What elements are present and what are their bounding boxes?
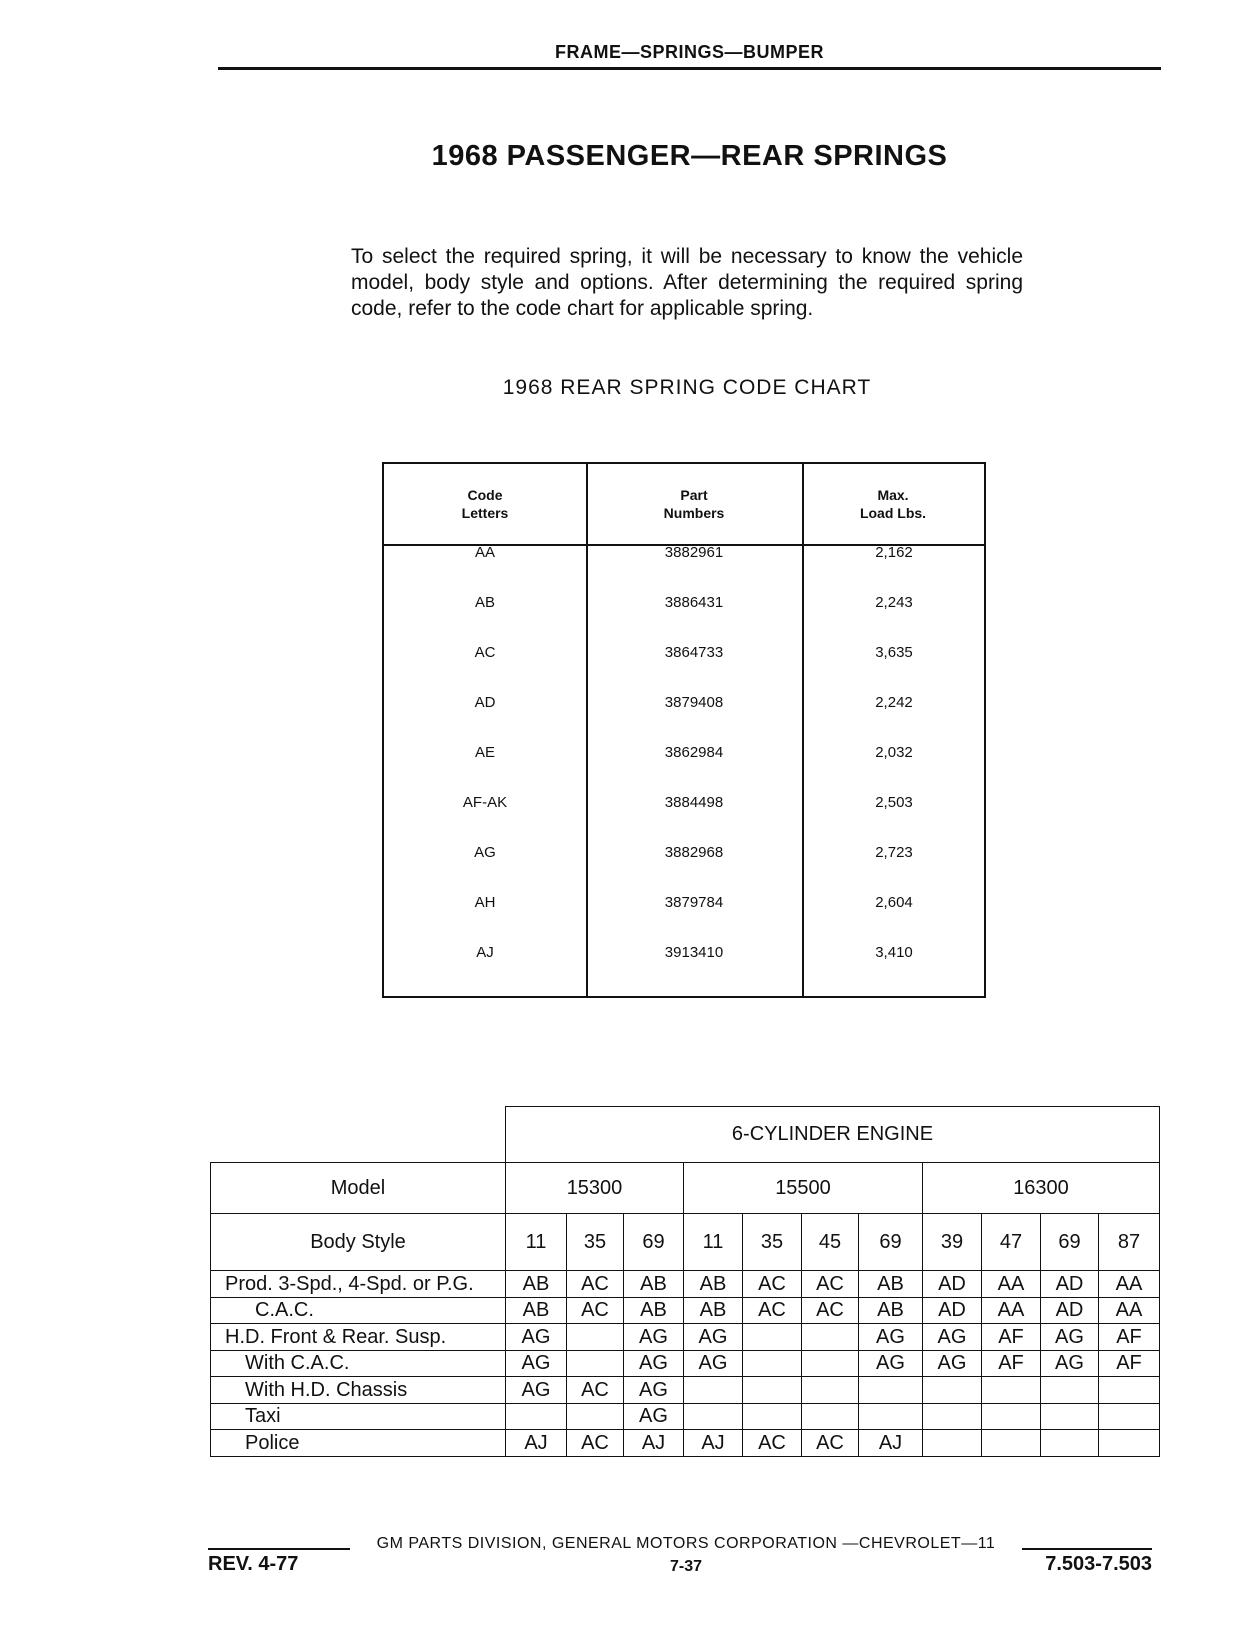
spring-code-cell xyxy=(684,1403,743,1430)
spring-code-cell: AB xyxy=(506,1297,567,1324)
spring-code-cell: AA xyxy=(1099,1271,1160,1298)
code-chart-code-cell: AH xyxy=(474,894,496,911)
code-chart-load-cell: 2,242 xyxy=(875,694,913,711)
spring-code-cell xyxy=(1099,1377,1160,1404)
spring-code-cell: AC xyxy=(567,1377,624,1404)
blank-corner xyxy=(211,1107,506,1163)
body-style-header: 69 xyxy=(859,1214,923,1271)
spring-code-cell xyxy=(567,1324,624,1351)
spring-code-cell: AC xyxy=(802,1271,859,1298)
spring-code-cell: AJ xyxy=(506,1430,567,1457)
spring-code-cell xyxy=(802,1350,859,1377)
table-row xyxy=(211,1430,1160,1457)
corporation-label: GM PARTS DIVISION, GENERAL MOTORS CORPORATION —CHEVROLET—11 xyxy=(376,1535,996,1552)
spring-code-cell: AG xyxy=(859,1324,923,1351)
code-chart-part-cell: 3886431 xyxy=(664,594,724,611)
spring-code-cell xyxy=(1099,1430,1160,1457)
option-label: Prod. 3-Spd., 4-Spd. or P.G. xyxy=(211,1271,506,1298)
code-chart-code-cell: AD xyxy=(474,694,496,711)
spring-code-cell xyxy=(859,1403,923,1430)
model-header-15300: 15300 xyxy=(506,1163,684,1214)
body-style-header: 39 xyxy=(923,1214,982,1271)
spring-code-cell: AF xyxy=(1099,1324,1160,1351)
option-label: Police xyxy=(211,1430,506,1457)
code-chart-part-cell: 3862984 xyxy=(664,744,724,761)
code-chart-load-cell: 2,032 xyxy=(875,744,913,761)
body-style-header: 35 xyxy=(743,1214,802,1271)
code-chart-code-cell: AB xyxy=(474,594,495,611)
table-row xyxy=(211,1324,1160,1351)
code-chart-part-cell: 3882968 xyxy=(664,844,724,861)
spring-code-cell: AG xyxy=(506,1324,567,1351)
option-label: Taxi xyxy=(211,1403,506,1430)
table-row xyxy=(211,1403,1160,1430)
code-chart-table xyxy=(382,462,986,998)
spring-code-cell: AA xyxy=(982,1271,1041,1298)
spring-code-cell xyxy=(802,1403,859,1430)
spring-code-cell: AG xyxy=(1041,1350,1099,1377)
revision-label: REV. 4-77 xyxy=(208,1553,299,1575)
spring-code-cell: AG xyxy=(624,1350,684,1377)
code-chart-load-cell: 2,723 xyxy=(875,844,913,861)
code-chart-code-cell: AF-AK xyxy=(462,794,508,811)
header-line: Part xyxy=(680,487,708,503)
intro-paragraph: To select the required spring, it will be necessary to know the vehicle model, body style and options. After determining the required spring code, refer to the code chart for applicable spring. xyxy=(351,245,1023,320)
spring-code-cell xyxy=(1041,1377,1099,1404)
code-chart-load-cell: 3,410 xyxy=(875,944,913,961)
code-chart-part-cell: 3884498 xyxy=(664,794,724,811)
code-chart-title: 1968 REAR SPRING CODE CHART xyxy=(502,376,872,399)
option-label: With C.A.C. xyxy=(211,1350,506,1377)
spring-code-cell: AB xyxy=(684,1297,743,1324)
spring-code-cell xyxy=(802,1377,859,1404)
model-label: Model xyxy=(211,1163,506,1214)
spring-code-cell: AG xyxy=(684,1324,743,1351)
table-row xyxy=(211,1271,1160,1298)
spring-code-cell xyxy=(923,1430,982,1457)
page-number: 7-37 xyxy=(669,1558,703,1575)
spring-code-cell xyxy=(859,1377,923,1404)
body-style-header: 35 xyxy=(567,1214,624,1271)
spring-code-cell: AG xyxy=(684,1350,743,1377)
spring-code-cell: AF xyxy=(1099,1350,1160,1377)
code-chart-code-cell: AA xyxy=(474,544,495,561)
spring-code-cell xyxy=(982,1430,1041,1457)
code-chart-part-cell: 3864733 xyxy=(664,644,724,661)
body-style-label: Body Style xyxy=(211,1214,506,1271)
section-number: 7.503-7.503 xyxy=(1045,1553,1152,1575)
header-line: Max. xyxy=(877,487,909,503)
max-load-header xyxy=(802,486,984,522)
code-chart-load-cell: 2,243 xyxy=(875,594,913,611)
spring-code-cell: AA xyxy=(1099,1297,1160,1324)
option-label: C.A.C. xyxy=(211,1297,506,1324)
spring-code-cell: AG xyxy=(506,1377,567,1404)
spring-code-cell: AG xyxy=(624,1324,684,1351)
spring-code-cell: AC xyxy=(743,1271,802,1298)
body-style-header: 87 xyxy=(1099,1214,1160,1271)
header-line: Code xyxy=(467,487,503,503)
spring-code-cell xyxy=(567,1403,624,1430)
spring-code-cell: AF xyxy=(982,1350,1041,1377)
spring-code-cell: AG xyxy=(859,1350,923,1377)
code-chart-load-cell: 2,162 xyxy=(875,544,913,561)
spring-code-cell: AG xyxy=(1041,1324,1099,1351)
spring-code-cell xyxy=(567,1350,624,1377)
spring-code-cell xyxy=(923,1377,982,1404)
page-title: 1968 PASSENGER—REAR SPRINGS xyxy=(431,140,948,172)
body-style-header: 69 xyxy=(624,1214,684,1271)
code-chart-part-cell: 3879408 xyxy=(664,694,724,711)
section-header: FRAME—SPRINGS—BUMPER xyxy=(554,42,824,62)
spring-code-cell xyxy=(1041,1430,1099,1457)
spring-code-cell xyxy=(506,1403,567,1430)
part-numbers-header xyxy=(586,486,802,522)
code-chart-code-cell: AE xyxy=(474,744,495,761)
spring-code-cell: AG xyxy=(923,1324,982,1351)
spring-code-cell: AB xyxy=(624,1297,684,1324)
spring-code-cell: AD xyxy=(1041,1297,1099,1324)
spring-code-cell: AG xyxy=(624,1377,684,1404)
spring-code-cell: AJ xyxy=(859,1430,923,1457)
spring-code-cell: AF xyxy=(982,1324,1041,1351)
spring-code-cell: AG xyxy=(624,1403,684,1430)
spring-code-cell: AD xyxy=(923,1271,982,1298)
header-line: Load Lbs. xyxy=(859,505,927,521)
code-chart-code-cell: AJ xyxy=(476,944,494,961)
code-chart-load-cell: 2,604 xyxy=(875,894,913,911)
body-style-header: 47 xyxy=(982,1214,1041,1271)
spring-code-cell: AB xyxy=(859,1271,923,1298)
code-letters-header xyxy=(384,486,586,522)
footer-rule-right xyxy=(1022,1548,1152,1550)
header-rule xyxy=(218,67,1161,70)
spring-code-cell xyxy=(743,1377,802,1404)
model-header-16300: 16300 xyxy=(923,1163,1160,1214)
code-chart-code-cell: AG xyxy=(474,844,496,861)
spring-code-cell: AJ xyxy=(684,1430,743,1457)
spring-code-cell: AB xyxy=(624,1271,684,1298)
spring-code-cell: AD xyxy=(923,1297,982,1324)
spring-code-cell: AD xyxy=(1041,1271,1099,1298)
spring-code-cell xyxy=(923,1403,982,1430)
spring-code-cell: AB xyxy=(859,1297,923,1324)
code-chart-load-cell: 3,635 xyxy=(875,644,913,661)
table-row xyxy=(211,1350,1160,1377)
spring-code-cell: AJ xyxy=(624,1430,684,1457)
code-chart-part-cell: 3882961 xyxy=(664,544,724,561)
header-line: Numbers xyxy=(663,505,725,521)
spring-code-cell: AC xyxy=(802,1297,859,1324)
spring-code-cell: AC xyxy=(567,1430,624,1457)
code-chart-load-cell: 2,503 xyxy=(875,794,913,811)
footer-rule-left xyxy=(208,1548,350,1550)
spring-code-cell: AC xyxy=(743,1297,802,1324)
spring-code-cell xyxy=(802,1324,859,1351)
code-chart-code-cell: AC xyxy=(474,644,496,661)
body-style-header: 45 xyxy=(802,1214,859,1271)
body-style-header: 69 xyxy=(1041,1214,1099,1271)
spring-code-cell xyxy=(1099,1403,1160,1430)
engine-header: 6-CYLINDER ENGINE xyxy=(506,1107,1160,1163)
spring-code-cell xyxy=(743,1350,802,1377)
header-line: Letters xyxy=(461,505,509,521)
code-chart-part-cell: 3879784 xyxy=(664,894,724,911)
body-style-header: 11 xyxy=(684,1214,743,1271)
spring-code-cell: AC xyxy=(802,1430,859,1457)
spring-code-cell xyxy=(684,1377,743,1404)
spring-code-cell: AB xyxy=(684,1271,743,1298)
model-header-15500: 15500 xyxy=(684,1163,923,1214)
table-row xyxy=(211,1377,1160,1404)
spring-code-cell: AB xyxy=(506,1271,567,1298)
code-chart-part-cell: 3913410 xyxy=(664,944,724,961)
spring-code-cell xyxy=(982,1403,1041,1430)
spring-code-cell xyxy=(743,1324,802,1351)
option-label: With H.D. Chassis xyxy=(211,1377,506,1404)
spring-code-cell xyxy=(982,1377,1041,1404)
spring-application-table xyxy=(210,1106,1160,1457)
spring-code-cell: AG xyxy=(506,1350,567,1377)
spring-code-cell: AA xyxy=(982,1297,1041,1324)
option-label: H.D. Front & Rear. Susp. xyxy=(211,1324,506,1351)
spring-code-cell xyxy=(1041,1403,1099,1430)
body-style-header: 11 xyxy=(506,1214,567,1271)
spring-code-cell xyxy=(743,1403,802,1430)
spring-code-cell: AC xyxy=(743,1430,802,1457)
spring-code-cell: AC xyxy=(567,1271,624,1298)
spring-code-cell: AG xyxy=(923,1350,982,1377)
spring-code-cell: AC xyxy=(567,1297,624,1324)
table-row xyxy=(211,1297,1160,1324)
